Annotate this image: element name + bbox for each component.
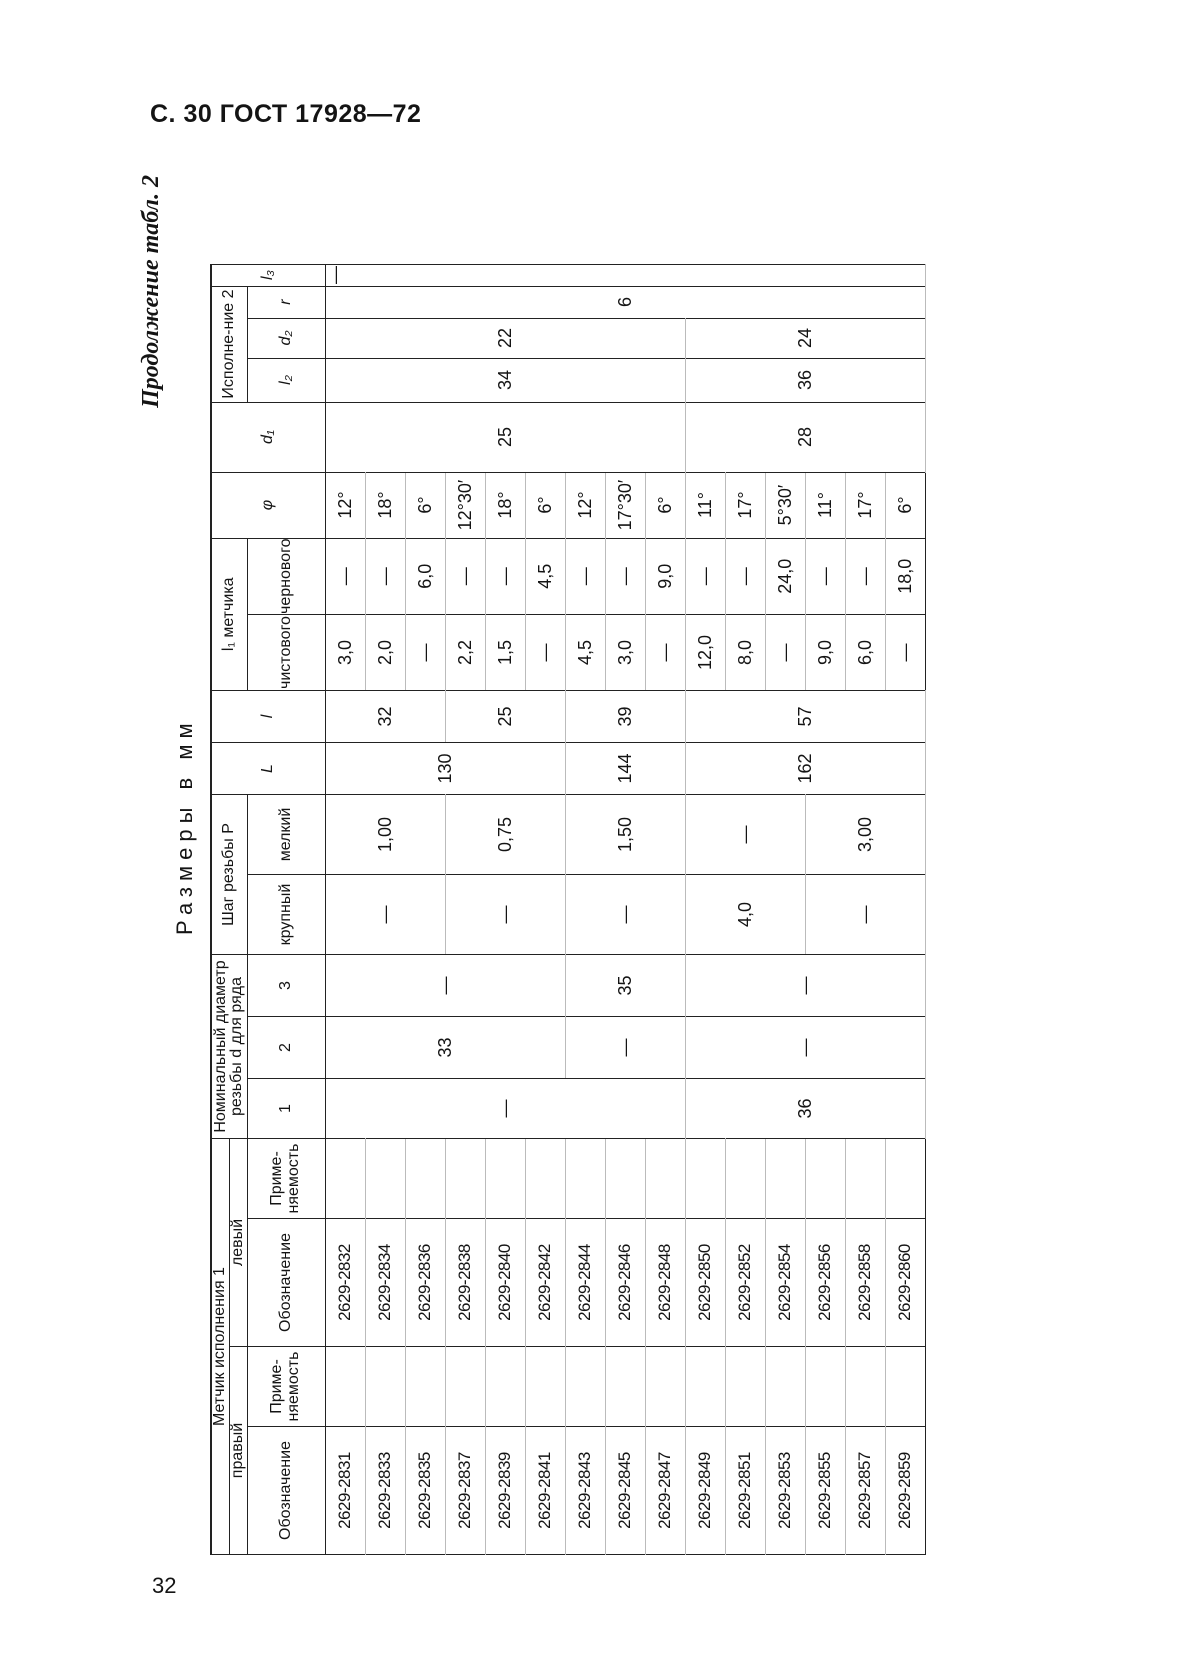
primenyaemost-cell	[725, 1139, 765, 1219]
header-l3: l₃	[211, 264, 325, 286]
l1-chern-cell: —	[485, 538, 525, 614]
primenyaemost-cell	[765, 1347, 805, 1427]
header-primenyaemost-levyi: Приме-няемость	[247, 1139, 325, 1219]
header-oboznachenie-pravyi: Обозначение	[247, 1427, 325, 1555]
primenyaemost-cell	[805, 1139, 845, 1219]
l1-chern-cell: 4,5	[525, 538, 565, 614]
primenyaemost-cell	[405, 1347, 445, 1427]
l1-chern-cell: —	[845, 538, 885, 614]
l1-chern-cell: —	[565, 538, 605, 614]
l1-chist-cell: 1,5	[485, 615, 525, 691]
oboznachenie-levyi: 2629-2860	[885, 1219, 925, 1347]
header-oboznachenie-levyi: Обозначение	[247, 1219, 325, 1347]
header-r: r	[247, 286, 325, 318]
d-row3-cell: 35	[565, 955, 685, 1017]
oboznachenie-pravyi: 2629-2841	[525, 1427, 565, 1555]
oboznachenie-levyi: 2629-2840	[485, 1219, 525, 1347]
l1-chern-cell: —	[685, 538, 725, 614]
d1-cell: 25	[325, 402, 685, 472]
primenyaemost-cell	[765, 1139, 805, 1219]
phi-cell: 12°30′	[445, 472, 485, 538]
krupnyi-cell: —	[325, 875, 445, 955]
phi-cell: 18°	[365, 472, 405, 538]
oboznachenie-pravyi: 2629-2847	[645, 1427, 685, 1555]
table-row	[685, 264, 725, 1554]
melkii-cell: 1,00	[325, 795, 445, 875]
primenyaemost-cell	[325, 1139, 365, 1219]
l1-chist-cell: —	[885, 615, 925, 691]
oboznachenie-pravyi: 2629-2855	[805, 1427, 845, 1555]
l1-chist-cell: 9,0	[805, 615, 845, 691]
primenyaemost-cell	[325, 1347, 365, 1427]
primenyaemost-cell	[645, 1139, 685, 1219]
header-melkii: мелкий	[247, 795, 325, 875]
L-cell: 162	[685, 743, 925, 795]
l1-chern-cell: —	[325, 538, 365, 614]
oboznachenie-levyi: 2629-2850	[685, 1219, 725, 1347]
oboznachenie-pravyi: 2629-2857	[845, 1427, 885, 1555]
phi-cell: 6°	[645, 472, 685, 538]
oboznachenie-pravyi: 2629-2835	[405, 1427, 445, 1555]
d-row1-cell: —	[325, 1079, 685, 1139]
l1-chern-cell: —	[365, 538, 405, 614]
l1-chist-cell: —	[405, 615, 445, 691]
oboznachenie-levyi: 2629-2842	[525, 1219, 565, 1347]
header-l1: l₁ метчика	[211, 538, 247, 690]
l1-chist-cell: —	[765, 615, 805, 691]
d-row3-cell: —	[325, 955, 565, 1017]
header-chernovogo: чернового	[247, 538, 325, 614]
L-cell: 130	[325, 743, 565, 795]
primenyaemost-cell	[445, 1139, 485, 1219]
header-row2: 2	[247, 1017, 325, 1079]
header-diameter: Номинальный диаметр резьбы d для ряда	[211, 955, 247, 1139]
units-note: Размеры в мм	[172, 717, 197, 935]
l1-chern-cell: —	[725, 538, 765, 614]
header-L: L	[211, 743, 325, 795]
oboznachenie-pravyi: 2629-2833	[365, 1427, 405, 1555]
header-ispolnenie2: Исполне-ние 2	[211, 286, 247, 402]
krupnyi-cell: 4,0	[685, 875, 805, 955]
header-primenyaemost-pravyi: Приме-няемость	[247, 1347, 325, 1427]
header-d2: d₂	[247, 318, 325, 358]
l1-chist-cell: 8,0	[725, 615, 765, 691]
oboznachenie-levyi: 2629-2834	[365, 1219, 405, 1347]
phi-cell: 5°30′	[765, 472, 805, 538]
oboznachenie-levyi: 2629-2852	[725, 1219, 765, 1347]
oboznachenie-pravyi: 2629-2839	[485, 1427, 525, 1555]
phi-cell: 12°	[565, 472, 605, 538]
r-cell: 6	[325, 286, 925, 318]
primenyaemost-cell	[645, 1347, 685, 1427]
primenyaemost-cell	[605, 1347, 645, 1427]
oboznachenie-levyi: 2629-2844	[565, 1219, 605, 1347]
primenyaemost-cell	[605, 1139, 645, 1219]
header-l2: l₂	[247, 358, 325, 402]
primenyaemost-cell	[525, 1139, 565, 1219]
phi-cell: 12°	[325, 472, 365, 538]
rotated-table-block	[138, 165, 1090, 1555]
l2-cell: 34	[325, 358, 685, 402]
oboznachenie-pravyi: 2629-2837	[445, 1427, 485, 1555]
L-cell: 144	[565, 743, 685, 795]
d-row2-cell: —	[685, 1017, 925, 1079]
phi-cell: 6°	[405, 472, 445, 538]
oboznachenie-levyi: 2629-2856	[805, 1219, 845, 1347]
primenyaemost-cell	[485, 1139, 525, 1219]
primenyaemost-cell	[405, 1139, 445, 1219]
l-cell: 57	[685, 691, 925, 743]
header-chistovogo: чистового	[247, 615, 325, 691]
header-levyi: левый	[229, 1139, 247, 1347]
primenyaemost-cell	[365, 1139, 405, 1219]
phi-cell: 11°	[685, 472, 725, 538]
d2-cell: 24	[685, 318, 925, 358]
melkii-cell: 0,75	[445, 795, 565, 875]
d1-cell: 28	[685, 402, 925, 472]
header-l: l	[211, 691, 325, 743]
l1-chist-cell: —	[525, 615, 565, 691]
melkii-cell: 3,00	[805, 795, 925, 875]
l-cell: 39	[565, 691, 685, 743]
oboznachenie-levyi: 2629-2854	[765, 1219, 805, 1347]
l1-chern-cell: 24,0	[765, 538, 805, 614]
primenyaemost-cell	[565, 1139, 605, 1219]
primenyaemost-cell	[485, 1347, 525, 1427]
phi-cell: 11°	[805, 472, 845, 538]
phi-cell: 17°	[845, 472, 885, 538]
l1-chern-cell: 18,0	[885, 538, 925, 614]
l1-chist-cell: 12,0	[685, 615, 725, 691]
header-krupnyi: крупный	[247, 875, 325, 955]
melkii-cell: —	[685, 795, 805, 875]
dimensions-table	[210, 264, 926, 1555]
table-row	[325, 264, 365, 1554]
l1-chist-cell: 6,0	[845, 615, 885, 691]
oboznachenie-levyi: 2629-2858	[845, 1219, 885, 1347]
l1-chern-cell: —	[605, 538, 645, 614]
header-shag: Шаг резьбы P	[211, 795, 247, 955]
oboznachenie-levyi: 2629-2832	[325, 1219, 365, 1347]
l-cell: 32	[325, 691, 445, 743]
l1-chern-cell: 6,0	[405, 538, 445, 614]
page-header: С. 30 ГОСТ 17928—72	[150, 100, 422, 128]
d-row2-cell: 33	[325, 1017, 565, 1079]
krupnyi-cell: —	[565, 875, 685, 955]
d-row3-cell: —	[685, 955, 925, 1017]
oboznachenie-pravyi: 2629-2853	[765, 1427, 805, 1555]
l1-chist-cell: 2,0	[365, 615, 405, 691]
header-metchik: Метчик исполнения 1	[211, 1139, 229, 1555]
primenyaemost-cell	[685, 1139, 725, 1219]
oboznachenie-pravyi: 2629-2851	[725, 1427, 765, 1555]
header-pravyi: правый	[229, 1347, 247, 1555]
l1-chist-cell: 2,2	[445, 615, 485, 691]
l1-chist-cell: 4,5	[565, 615, 605, 691]
primenyaemost-cell	[445, 1347, 485, 1427]
l2-cell: 36	[685, 358, 925, 402]
primenyaemost-cell	[845, 1347, 885, 1427]
phi-cell: 6°	[525, 472, 565, 538]
d-row1-cell: 36	[685, 1079, 925, 1139]
phi-cell: 6°	[885, 472, 925, 538]
l1-chern-cell: —	[805, 538, 845, 614]
l3-cell: —	[325, 264, 925, 286]
primenyaemost-cell	[885, 1347, 925, 1427]
d-row2-cell: —	[565, 1017, 685, 1079]
header-d1: d₁	[211, 402, 325, 472]
oboznachenie-pravyi: 2629-2843	[565, 1427, 605, 1555]
header-row3: 3	[247, 955, 325, 1017]
phi-cell: 17°30′	[605, 472, 645, 538]
l-cell: 25	[445, 691, 565, 743]
melkii-cell: 1,50	[565, 795, 685, 875]
l1-chern-cell: —	[445, 538, 485, 614]
primenyaemost-cell	[565, 1347, 605, 1427]
oboznachenie-pravyi: 2629-2845	[605, 1427, 645, 1555]
phi-cell: 18°	[485, 472, 525, 538]
primenyaemost-cell	[685, 1347, 725, 1427]
oboznachenie-levyi: 2629-2848	[645, 1219, 685, 1347]
krupnyi-cell: —	[445, 875, 565, 955]
primenyaemost-cell	[725, 1347, 765, 1427]
oboznachenie-levyi: 2629-2838	[445, 1219, 485, 1347]
header-row1: 1	[247, 1079, 325, 1139]
oboznachenie-levyi: 2629-2836	[405, 1219, 445, 1347]
primenyaemost-cell	[845, 1139, 885, 1219]
l1-chern-cell: 9,0	[645, 538, 685, 614]
header-phi: φ	[211, 472, 325, 538]
l1-chist-cell: —	[645, 615, 685, 691]
d2-cell: 22	[325, 318, 685, 358]
oboznachenie-levyi: 2629-2846	[605, 1219, 645, 1347]
primenyaemost-cell	[365, 1347, 405, 1427]
primenyaemost-cell	[805, 1347, 845, 1427]
page-number: 32	[152, 1573, 177, 1598]
oboznachenie-pravyi: 2629-2859	[885, 1427, 925, 1555]
primenyaemost-cell	[525, 1347, 565, 1427]
l1-chist-cell: 3,0	[605, 615, 645, 691]
primenyaemost-cell	[885, 1139, 925, 1219]
oboznachenie-pravyi: 2629-2831	[325, 1427, 365, 1555]
table-caption: Продолжение табл. 2	[138, 175, 164, 408]
oboznachenie-pravyi: 2629-2849	[685, 1427, 725, 1555]
krupnyi-cell: —	[805, 875, 925, 955]
phi-cell: 17°	[725, 472, 765, 538]
l1-chist-cell: 3,0	[325, 615, 365, 691]
